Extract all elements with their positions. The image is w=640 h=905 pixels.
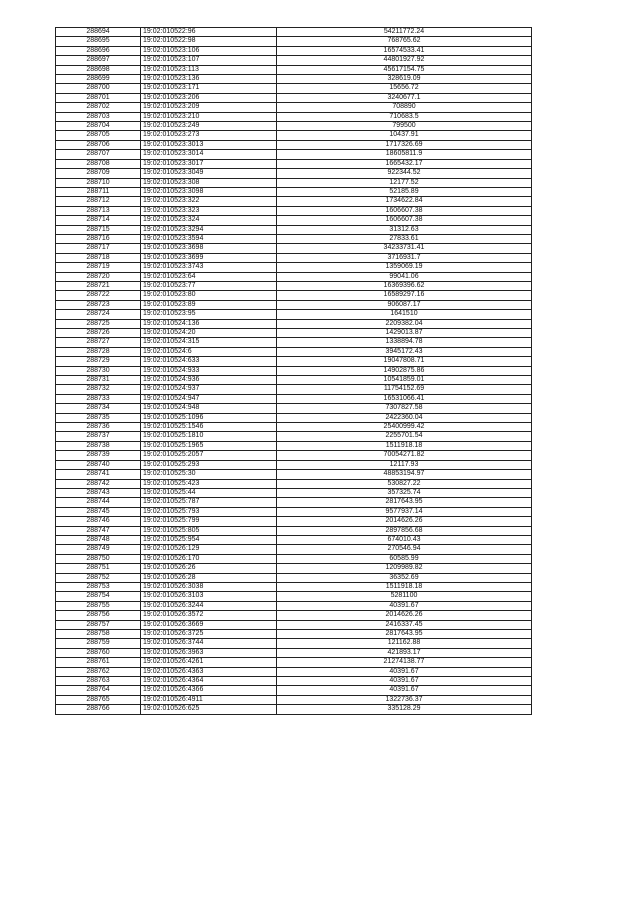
cadastral-number-cell: 19:02:010526:3038 bbox=[141, 582, 277, 591]
table-row bbox=[56, 206, 532, 215]
cadastral-number-cell: 19:02:010525:1965 bbox=[141, 441, 277, 450]
amount-cell: 16531066.41 bbox=[277, 394, 532, 403]
cadastral-number-cell: 19:02:010526:4911 bbox=[141, 695, 277, 704]
amount-cell: 45617154.75 bbox=[277, 65, 532, 74]
amount-cell: 31312.63 bbox=[277, 225, 532, 234]
row-number-cell: 288738 bbox=[56, 441, 141, 450]
cadastral-number-cell: 19:02:010523:80 bbox=[141, 291, 277, 300]
amount-cell: 52185.89 bbox=[277, 187, 532, 196]
table-row bbox=[56, 507, 532, 516]
cadastral-number-cell: 19:02:010523:322 bbox=[141, 197, 277, 206]
row-number-cell: 288731 bbox=[56, 376, 141, 385]
cadastral-number-cell: 19:02:010524:947 bbox=[141, 394, 277, 403]
cadastral-number-cell: 19:02:010525:293 bbox=[141, 460, 277, 469]
table-row bbox=[56, 56, 532, 65]
table-row bbox=[56, 338, 532, 347]
amount-cell: 3240677.1 bbox=[277, 93, 532, 102]
amount-cell: 60585.99 bbox=[277, 554, 532, 563]
row-number-cell: 288757 bbox=[56, 620, 141, 629]
amount-cell: 21274138.77 bbox=[277, 658, 532, 667]
cadastral-number-cell: 19:02:010524:933 bbox=[141, 366, 277, 375]
table-row bbox=[56, 197, 532, 206]
cadastral-number-cell: 19:02:010525:423 bbox=[141, 479, 277, 488]
amount-cell: 1606607.38 bbox=[277, 206, 532, 215]
table-row bbox=[56, 103, 532, 112]
amount-cell: 1511918.18 bbox=[277, 441, 532, 450]
table-row bbox=[56, 658, 532, 667]
cadastral-number-cell: 19:02:010523:3049 bbox=[141, 169, 277, 178]
amount-cell: 19047808.71 bbox=[277, 357, 532, 366]
amount-cell: 710683.5 bbox=[277, 112, 532, 121]
row-number-cell: 288694 bbox=[56, 28, 141, 37]
cadastral-number-cell: 19:02:010524:948 bbox=[141, 404, 277, 413]
row-number-cell: 288700 bbox=[56, 84, 141, 93]
amount-cell: 2817643.95 bbox=[277, 630, 532, 639]
amount-cell: 1338894.78 bbox=[277, 338, 532, 347]
amount-cell: 121162.88 bbox=[277, 639, 532, 648]
table-row bbox=[56, 281, 532, 290]
amount-cell: 2255701.54 bbox=[277, 432, 532, 441]
table-row bbox=[56, 65, 532, 74]
table-row bbox=[56, 545, 532, 554]
cadastral-number-cell: 19:02:010526:4364 bbox=[141, 677, 277, 686]
amount-cell: 1665432.17 bbox=[277, 159, 532, 168]
cadastral-number-cell: 19:02:010525:799 bbox=[141, 517, 277, 526]
amount-cell: 40391.67 bbox=[277, 686, 532, 695]
cadastral-number-cell: 19:02:010525:1810 bbox=[141, 432, 277, 441]
cadastral-number-cell: 19:02:010523:171 bbox=[141, 84, 277, 93]
cadastral-number-cell: 19:02:010526:28 bbox=[141, 573, 277, 582]
table-row bbox=[56, 620, 532, 629]
row-number-cell: 288733 bbox=[56, 394, 141, 403]
table-row bbox=[56, 93, 532, 102]
cadastral-number-cell: 19:02:010525:954 bbox=[141, 535, 277, 544]
row-number-cell: 288722 bbox=[56, 291, 141, 300]
table-row bbox=[56, 319, 532, 328]
amount-cell: 421893.17 bbox=[277, 648, 532, 657]
amount-cell: 25400999.42 bbox=[277, 423, 532, 432]
table-row bbox=[56, 46, 532, 55]
table-row bbox=[56, 37, 532, 46]
table-row bbox=[56, 582, 532, 591]
table-row bbox=[56, 300, 532, 309]
amount-cell: 1641510 bbox=[277, 310, 532, 319]
amount-cell: 328619.09 bbox=[277, 75, 532, 84]
row-number-cell: 288746 bbox=[56, 517, 141, 526]
cadastral-number-cell: 19:02:010523:3294 bbox=[141, 225, 277, 234]
table-row bbox=[56, 178, 532, 187]
table-row bbox=[56, 573, 532, 582]
cadastral-number-cell: 19:02:010525:1546 bbox=[141, 423, 277, 432]
row-number-cell: 288764 bbox=[56, 686, 141, 695]
table-row bbox=[56, 150, 532, 159]
table-row bbox=[56, 686, 532, 695]
row-number-cell: 288742 bbox=[56, 479, 141, 488]
row-number-cell: 288735 bbox=[56, 413, 141, 422]
table-row bbox=[56, 535, 532, 544]
row-number-cell: 288712 bbox=[56, 197, 141, 206]
amount-cell: 357325.74 bbox=[277, 488, 532, 497]
row-number-cell: 288759 bbox=[56, 639, 141, 648]
amount-cell: 1359069.19 bbox=[277, 263, 532, 272]
amount-cell: 1209989.82 bbox=[277, 564, 532, 573]
table-row bbox=[56, 169, 532, 178]
row-number-cell: 288720 bbox=[56, 272, 141, 281]
cadastral-number-cell: 19:02:010523:3743 bbox=[141, 263, 277, 272]
table-row bbox=[56, 310, 532, 319]
table-row bbox=[56, 432, 532, 441]
row-number-cell: 288748 bbox=[56, 535, 141, 544]
row-number-cell: 288752 bbox=[56, 573, 141, 582]
amount-cell: 2209382.04 bbox=[277, 319, 532, 328]
row-number-cell: 288732 bbox=[56, 385, 141, 394]
row-number-cell: 288766 bbox=[56, 705, 141, 714]
amount-cell: 12117.93 bbox=[277, 460, 532, 469]
table-row bbox=[56, 394, 532, 403]
amount-cell: 16369396.62 bbox=[277, 281, 532, 290]
cadastral-number-cell: 19:02:010523:136 bbox=[141, 75, 277, 84]
table-row bbox=[56, 441, 532, 450]
amount-cell: 2422360.04 bbox=[277, 413, 532, 422]
row-number-cell: 288743 bbox=[56, 488, 141, 497]
amount-cell: 7307827.58 bbox=[277, 404, 532, 413]
amount-cell: 14902875.86 bbox=[277, 366, 532, 375]
table-row bbox=[56, 554, 532, 563]
cadastral-number-cell: 19:02:010525:805 bbox=[141, 526, 277, 535]
amount-cell: 44801927.92 bbox=[277, 56, 532, 65]
row-number-cell: 288765 bbox=[56, 695, 141, 704]
amount-cell: 10437.91 bbox=[277, 131, 532, 140]
cadastral-number-cell: 19:02:010525:1096 bbox=[141, 413, 277, 422]
cadastral-number-cell: 19:02:010524:936 bbox=[141, 376, 277, 385]
amount-cell: 3716931.7 bbox=[277, 253, 532, 262]
row-number-cell: 288730 bbox=[56, 366, 141, 375]
amount-cell: 799500 bbox=[277, 122, 532, 131]
cadastral-number-cell: 19:02:010523:113 bbox=[141, 65, 277, 74]
amount-cell: 1429013.87 bbox=[277, 329, 532, 338]
row-number-cell: 288710 bbox=[56, 178, 141, 187]
cadastral-number-cell: 19:02:010526:129 bbox=[141, 545, 277, 554]
amount-cell: 40391.67 bbox=[277, 677, 532, 686]
cadastral-number-cell: 19:02:010522:96 bbox=[141, 28, 277, 37]
amount-cell: 2817643.95 bbox=[277, 498, 532, 507]
table-row bbox=[56, 423, 532, 432]
cadastral-number-cell: 19:02:010523:77 bbox=[141, 281, 277, 290]
row-number-cell: 288751 bbox=[56, 564, 141, 573]
cadastral-number-cell: 19:02:010523:106 bbox=[141, 46, 277, 55]
table-row bbox=[56, 564, 532, 573]
row-number-cell: 288699 bbox=[56, 75, 141, 84]
table-row bbox=[56, 84, 532, 93]
table-row bbox=[56, 517, 532, 526]
table-row bbox=[56, 216, 532, 225]
table-row bbox=[56, 404, 532, 413]
amount-cell: 1322736.37 bbox=[277, 695, 532, 704]
row-number-cell: 288739 bbox=[56, 451, 141, 460]
row-number-cell: 288717 bbox=[56, 244, 141, 253]
cadastral-number-cell: 19:02:010526:3744 bbox=[141, 639, 277, 648]
row-number-cell: 288747 bbox=[56, 526, 141, 535]
amount-cell: 2014626.26 bbox=[277, 517, 532, 526]
cadastral-number-cell: 19:02:010523:308 bbox=[141, 178, 277, 187]
amount-cell: 768765.62 bbox=[277, 37, 532, 46]
cadastral-number-cell: 19:02:010526:3572 bbox=[141, 611, 277, 620]
cadastral-number-cell: 19:02:010526:3103 bbox=[141, 592, 277, 601]
cadastral-number-cell: 19:02:010526:4363 bbox=[141, 667, 277, 676]
table-row bbox=[56, 695, 532, 704]
row-number-cell: 288703 bbox=[56, 112, 141, 121]
row-number-cell: 288695 bbox=[56, 37, 141, 46]
cadastral-number-cell: 19:02:010526:3669 bbox=[141, 620, 277, 629]
cadastral-number-cell: 19:02:010524:20 bbox=[141, 329, 277, 338]
row-number-cell: 288740 bbox=[56, 460, 141, 469]
table-row bbox=[56, 630, 532, 639]
cadastral-number-cell: 19:02:010523:64 bbox=[141, 272, 277, 281]
amount-cell: 1717326.69 bbox=[277, 140, 532, 149]
amount-cell: 34233731.41 bbox=[277, 244, 532, 253]
cadastral-number-cell: 19:02:010523:3017 bbox=[141, 159, 277, 168]
cadastral-number-cell: 19:02:010526:3244 bbox=[141, 601, 277, 610]
cadastral-number-cell: 19:02:010523:206 bbox=[141, 93, 277, 102]
amount-cell: 15656.72 bbox=[277, 84, 532, 93]
cadastral-number-cell: 19:02:010524:315 bbox=[141, 338, 277, 347]
row-number-cell: 288697 bbox=[56, 56, 141, 65]
row-number-cell: 288761 bbox=[56, 658, 141, 667]
table-row bbox=[56, 75, 532, 84]
row-number-cell: 288704 bbox=[56, 122, 141, 131]
cadastral-number-cell: 19:02:010523:3098 bbox=[141, 187, 277, 196]
cadastral-number-cell: 19:02:010522:98 bbox=[141, 37, 277, 46]
table-row bbox=[56, 253, 532, 262]
cadastral-number-cell: 19:02:010526:170 bbox=[141, 554, 277, 563]
row-number-cell: 288725 bbox=[56, 319, 141, 328]
amount-cell: 1734622.84 bbox=[277, 197, 532, 206]
table-row bbox=[56, 329, 532, 338]
table-row bbox=[56, 611, 532, 620]
amount-cell: 16574533.41 bbox=[277, 46, 532, 55]
table-row bbox=[56, 347, 532, 356]
cadastral-number-cell: 19:02:010524:937 bbox=[141, 385, 277, 394]
row-number-cell: 288736 bbox=[56, 423, 141, 432]
row-number-cell: 288721 bbox=[56, 281, 141, 290]
row-number-cell: 288728 bbox=[56, 347, 141, 356]
row-number-cell: 288707 bbox=[56, 150, 141, 159]
row-number-cell: 288755 bbox=[56, 601, 141, 610]
row-number-cell: 288760 bbox=[56, 648, 141, 657]
row-number-cell: 288754 bbox=[56, 592, 141, 601]
cadastral-number-cell: 19:02:010525:793 bbox=[141, 507, 277, 516]
row-number-cell: 288737 bbox=[56, 432, 141, 441]
cadastral-number-cell: 19:02:010523:249 bbox=[141, 122, 277, 131]
cadastral-number-cell: 19:02:010524:6 bbox=[141, 347, 277, 356]
row-number-cell: 288727 bbox=[56, 338, 141, 347]
cadastral-number-cell: 19:02:010524:136 bbox=[141, 319, 277, 328]
table-row bbox=[56, 131, 532, 140]
amount-cell: 48853194.97 bbox=[277, 470, 532, 479]
data-table-body bbox=[56, 28, 532, 715]
row-number-cell: 288698 bbox=[56, 65, 141, 74]
amount-cell: 11754152.69 bbox=[277, 385, 532, 394]
table-row bbox=[56, 479, 532, 488]
table-row bbox=[56, 705, 532, 714]
cadastral-number-cell: 19:02:010523:3013 bbox=[141, 140, 277, 149]
cadastral-number-cell: 19:02:010525:44 bbox=[141, 488, 277, 497]
row-number-cell: 288745 bbox=[56, 507, 141, 516]
cadastral-number-cell: 19:02:010523:89 bbox=[141, 300, 277, 309]
amount-cell: 27833.61 bbox=[277, 234, 532, 243]
cadastral-number-cell: 19:02:010524:633 bbox=[141, 357, 277, 366]
row-number-cell: 288716 bbox=[56, 234, 141, 243]
amount-cell: 70054271.82 bbox=[277, 451, 532, 460]
row-number-cell: 288713 bbox=[56, 206, 141, 215]
cadastral-number-cell: 19:02:010523:210 bbox=[141, 112, 277, 121]
cadastral-number-cell: 19:02:010526:4261 bbox=[141, 658, 277, 667]
row-number-cell: 288758 bbox=[56, 630, 141, 639]
row-number-cell: 288718 bbox=[56, 253, 141, 262]
amount-cell: 2014626.26 bbox=[277, 611, 532, 620]
amount-cell: 1606607.38 bbox=[277, 216, 532, 225]
cadastral-number-cell: 19:02:010526:3725 bbox=[141, 630, 277, 639]
table-row bbox=[56, 122, 532, 131]
amount-cell: 270546.94 bbox=[277, 545, 532, 554]
amount-cell: 674010.43 bbox=[277, 535, 532, 544]
table-row bbox=[56, 385, 532, 394]
cadastral-number-cell: 19:02:010526:625 bbox=[141, 705, 277, 714]
amount-cell: 906087.17 bbox=[277, 300, 532, 309]
amount-cell: 9577937.14 bbox=[277, 507, 532, 516]
table-row bbox=[56, 413, 532, 422]
table-row bbox=[56, 470, 532, 479]
amount-cell: 16589297.16 bbox=[277, 291, 532, 300]
table-row bbox=[56, 460, 532, 469]
cadastral-number-cell: 19:02:010525:787 bbox=[141, 498, 277, 507]
amount-cell: 2897856.68 bbox=[277, 526, 532, 535]
amount-cell: 40391.67 bbox=[277, 601, 532, 610]
cadastral-number-cell: 19:02:010523:3014 bbox=[141, 150, 277, 159]
amount-cell: 708890 bbox=[277, 103, 532, 112]
table-row bbox=[56, 526, 532, 535]
row-number-cell: 288763 bbox=[56, 677, 141, 686]
row-number-cell: 288706 bbox=[56, 140, 141, 149]
table-row bbox=[56, 498, 532, 507]
cadastral-number-cell: 19:02:010526:26 bbox=[141, 564, 277, 573]
cadastral-number-cell: 19:02:010523:3698 bbox=[141, 244, 277, 253]
row-number-cell: 288723 bbox=[56, 300, 141, 309]
row-number-cell: 288749 bbox=[56, 545, 141, 554]
row-number-cell: 288741 bbox=[56, 470, 141, 479]
table-row bbox=[56, 140, 532, 149]
amount-cell: 922344.52 bbox=[277, 169, 532, 178]
row-number-cell: 288701 bbox=[56, 93, 141, 102]
table-row bbox=[56, 667, 532, 676]
cadastral-number-cell: 19:02:010523:95 bbox=[141, 310, 277, 319]
table-row bbox=[56, 592, 532, 601]
row-number-cell: 288729 bbox=[56, 357, 141, 366]
row-number-cell: 288709 bbox=[56, 169, 141, 178]
row-number-cell: 288750 bbox=[56, 554, 141, 563]
cadastral-number-cell: 19:02:010523:3699 bbox=[141, 253, 277, 262]
table-row bbox=[56, 451, 532, 460]
amount-cell: 5281100 bbox=[277, 592, 532, 601]
table-row bbox=[56, 366, 532, 375]
amount-cell: 10541859.01 bbox=[277, 376, 532, 385]
row-number-cell: 288726 bbox=[56, 329, 141, 338]
table-row bbox=[56, 112, 532, 121]
row-number-cell: 288753 bbox=[56, 582, 141, 591]
amount-cell: 99041.06 bbox=[277, 272, 532, 281]
table-row bbox=[56, 244, 532, 253]
row-number-cell: 288744 bbox=[56, 498, 141, 507]
data-table bbox=[55, 27, 532, 715]
cadastral-number-cell: 19:02:010523:209 bbox=[141, 103, 277, 112]
table-row bbox=[56, 601, 532, 610]
cadastral-number-cell: 19:02:010523:324 bbox=[141, 216, 277, 225]
table-row bbox=[56, 234, 532, 243]
row-number-cell: 288708 bbox=[56, 159, 141, 168]
row-number-cell: 288705 bbox=[56, 131, 141, 140]
table-row bbox=[56, 272, 532, 281]
cadastral-number-cell: 19:02:010523:323 bbox=[141, 206, 277, 215]
row-number-cell: 288734 bbox=[56, 404, 141, 413]
row-number-cell: 288724 bbox=[56, 310, 141, 319]
amount-cell: 530827.22 bbox=[277, 479, 532, 488]
amount-cell: 2416337.45 bbox=[277, 620, 532, 629]
cadastral-number-cell: 19:02:010523:273 bbox=[141, 131, 277, 140]
row-number-cell: 288711 bbox=[56, 187, 141, 196]
cadastral-number-cell: 19:02:010526:3963 bbox=[141, 648, 277, 657]
row-number-cell: 288702 bbox=[56, 103, 141, 112]
table-row bbox=[56, 357, 532, 366]
table-row bbox=[56, 488, 532, 497]
table-row bbox=[56, 376, 532, 385]
cadastral-number-cell: 19:02:010526:4366 bbox=[141, 686, 277, 695]
table-row bbox=[56, 28, 532, 37]
table-row bbox=[56, 291, 532, 300]
cadastral-number-cell: 19:02:010525:30 bbox=[141, 470, 277, 479]
table-row bbox=[56, 225, 532, 234]
table-row bbox=[56, 639, 532, 648]
row-number-cell: 288756 bbox=[56, 611, 141, 620]
table-row bbox=[56, 677, 532, 686]
amount-cell: 36352.69 bbox=[277, 573, 532, 582]
amount-cell: 1511918.18 bbox=[277, 582, 532, 591]
cadastral-number-cell: 19:02:010525:2057 bbox=[141, 451, 277, 460]
table-row bbox=[56, 648, 532, 657]
amount-cell: 335128.29 bbox=[277, 705, 532, 714]
row-number-cell: 288696 bbox=[56, 46, 141, 55]
row-number-cell: 288762 bbox=[56, 667, 141, 676]
amount-cell: 12177.52 bbox=[277, 178, 532, 187]
cadastral-number-cell: 19:02:010523:107 bbox=[141, 56, 277, 65]
table-row bbox=[56, 187, 532, 196]
cadastral-number-cell: 19:02:010523:3594 bbox=[141, 234, 277, 243]
row-number-cell: 288719 bbox=[56, 263, 141, 272]
amount-cell: 18605811.9 bbox=[277, 150, 532, 159]
row-number-cell: 288715 bbox=[56, 225, 141, 234]
amount-cell: 54211772.24 bbox=[277, 28, 532, 37]
amount-cell: 40391.67 bbox=[277, 667, 532, 676]
amount-cell: 3945172.43 bbox=[277, 347, 532, 356]
table-row bbox=[56, 159, 532, 168]
row-number-cell: 288714 bbox=[56, 216, 141, 225]
table-row bbox=[56, 263, 532, 272]
